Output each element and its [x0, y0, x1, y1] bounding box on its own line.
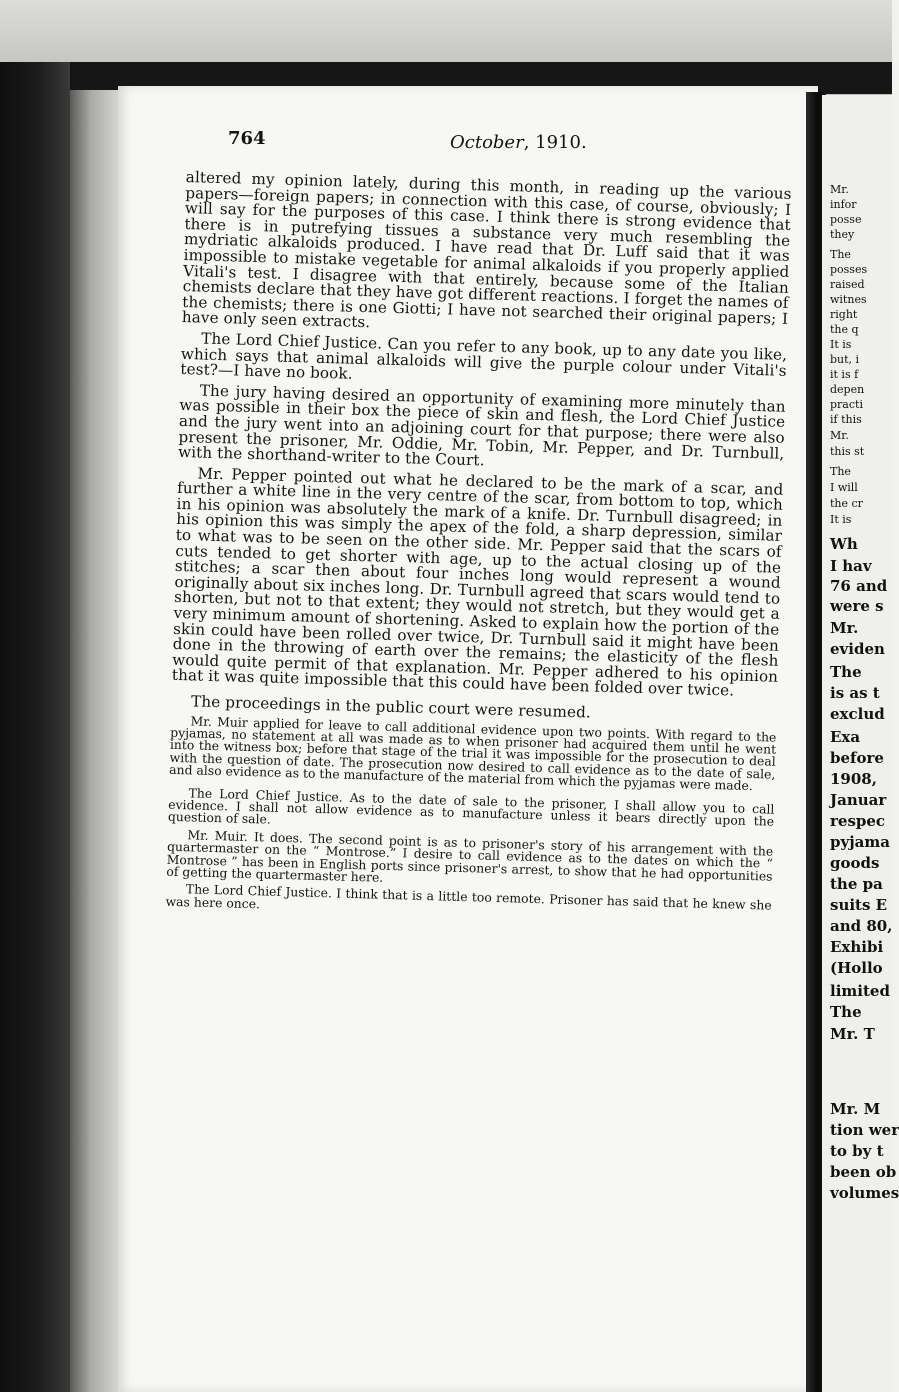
paragraph-muir-application: Mr. Muir applied for leave to call additional evidence upon two points. With regard to the pyjamas, no statement at all was made as to when prisoner had acquired them until he went into the witness box; before that stage of the trial it was impossible for the prosecution to deal with the question of date. The prosecution now desired to call evidence as to the date of sale, and also evidence as to the manufacture of the material from which the pyjamas were made. — [169, 712, 777, 794]
facing-page-fragment: 76 and — [830, 577, 888, 595]
facing-page-fragment: tion wer — [830, 1121, 899, 1139]
facing-page-fragment: practi — [830, 398, 863, 411]
page-body — [165, 170, 791, 925]
facing-page-fragment: posses — [830, 263, 868, 276]
running-head — [450, 132, 587, 153]
facing-page-fragment: it is f — [830, 368, 859, 381]
facing-page-fragment: limited — [830, 982, 890, 1000]
facing-page-fragment: eviden — [830, 640, 885, 658]
facing-page-fragment: this st — [830, 445, 865, 458]
paragraph-jury-examination: The jury having desired an opportunity of examining more minutely than was possible in their box the piece of skin and flesh, the Lord Chief Justice and the jury went into an adjoining court for that purpose; there were also present the prisoner, Mr. Oddie, Mr. Tobin, Mr. Pepper, and Dr. Turnbull, with the shorthand-writer to the Court. — [177, 381, 786, 470]
page-stack-shadow — [70, 90, 122, 1392]
facing-page-fragment: (Hollo — [830, 959, 883, 977]
facing-page-fragment: to by t — [830, 1142, 884, 1160]
book-binding-left — [0, 62, 70, 1392]
facing-page-fragment: goods — [830, 854, 880, 872]
running-head-year: , 1910. — [523, 132, 587, 153]
facing-page-fragment: pyjama — [830, 833, 890, 851]
facing-page-fragment: Exhibi — [830, 938, 884, 956]
facing-page-fragment: The — [830, 248, 851, 261]
facing-page-fragment: before — [830, 749, 884, 767]
paragraph-opinion: altered my opinion lately, during this month, in reading up the various papers—foreign papers; in connection with this case, of course, obviously; I will say for the purposes of this case. I think there is strong evidence that there is in putrefying tissues a substance very much resembling the mydriatic alkaloids produced. I have read that Dr. Luff said that it was impossible to mistake vegetable for animal alkaloids if you properly applied Vitali's test. I disagree with that entirely, because some of the Italian chemists declare that they have got different reactions. I forget the names of the chemists; there is one Giotti; I have not searched their original papers; I have only seen extracts. — [181, 168, 792, 332]
running-head-month: October — [450, 132, 524, 153]
facing-page-fragment: Exa — [830, 728, 861, 746]
facing-page-fragment: the q — [830, 323, 859, 336]
facing-page — [822, 95, 899, 1392]
paragraph-lcj-ruling: The Lord Chief Justice. As to the date of sale to the prisoner, I shall allow you to call evidence. I shall not allow evidence as to manufacture unless it bears directly upon the question of sale. — [167, 784, 775, 829]
facing-page-fragment: if this — [830, 413, 862, 426]
facing-page-fragment: infor — [830, 198, 857, 211]
facing-page-fragment: Januar — [830, 791, 887, 809]
facing-page-fragment: The — [830, 663, 862, 681]
facing-page-fragment: I will — [830, 481, 858, 494]
facing-page-fragment: Mr. M — [830, 1100, 881, 1118]
facing-page-fragment: I hav — [830, 557, 872, 575]
facing-page-fragment: exclud — [830, 705, 885, 723]
facing-page-fragment: is as t — [830, 684, 880, 702]
facing-page-fragment: depen — [830, 383, 865, 396]
facing-page-fragment: right — [830, 308, 858, 321]
facing-page-fragment: 1908, — [830, 770, 877, 788]
facing-page-fragment: It is — [830, 338, 852, 351]
facing-page-fragment: Mr. — [830, 429, 849, 442]
facing-page-fragment: posse — [830, 213, 862, 226]
facing-page-fragment: they — [830, 228, 855, 241]
facing-page-fragment: The — [830, 1003, 862, 1021]
facing-page-fragment: were s — [830, 597, 884, 615]
facing-page-fragment: Wh — [830, 535, 858, 553]
facing-page-fragment: the cr — [830, 497, 863, 510]
facing-page-fragment: the pa — [830, 875, 883, 893]
facing-page-fragment: Mr. — [830, 183, 849, 196]
facing-page-fragment: raised — [830, 278, 865, 291]
facing-page-fragment: volumes — [830, 1184, 899, 1202]
facing-page-fragment: It is — [830, 513, 852, 526]
paragraph-proceedings-resumed: The proceedings in the public court were resumed. — [190, 692, 592, 722]
paragraph-muir-montrose: Mr. Muir. It does. The second point is as to prisoner's story of his arrangement with the quartermaster on the “ Montrose.” I desire to call evidence as to the dates on which the “ Montrose ” has been in English ports since prisoner's arrest, to show that he had opportunities of getting the quartermaster here. — [166, 827, 774, 885]
facing-page-fragment: Mr. T — [830, 1025, 875, 1043]
page-header — [228, 128, 588, 156]
paragraph-lcj-remote: The Lord Chief Justice. I think that is a little too remote. Prisoner has said that he knew she was here once. — [165, 881, 772, 914]
paragraph-lcj-question: The Lord Chief Justice. Can you refer to any book, up to any date you like, which says that animal alkaloids will give the purple colour under Vitali's test?—I have no book. — [180, 329, 788, 383]
facing-page-fragment: Mr. — [830, 619, 859, 637]
paragraph-pepper-turnbull: Mr. Pepper pointed out what he declared to be the mark of a scar, and further a white line in the very centre of the scar, from bottom to top, which in his opinion was absolutely the mark of a knife. Dr. Turnbull disagreed; in his opinion this was simply the apex of the fold, a sharp depression, similar to what was to be seen on the other side. Mr. Pepper said that the scars of cuts tended to get shorter with age, up to the actual closing up of the stitches; a scar then about four inches long would represent a wound originally about six inches long. Dr. Turnbull agreed that scars would tend to shorten, but not to that extent; they would not stretch, but they would get a very minimum amount of shortening. Asked to explain how the portion of the skin could have been rolled over twice, Dr. Turnbull said it might have been done in the throwing of earth over the remains; the elasticity of the flesh would quite permit of that explanation. Mr. Pepper adhered to his opinion that it was quite impossible that this could have been folded over twice. — [171, 464, 784, 700]
page-number: 764 — [228, 128, 266, 149]
facing-page-fragment: been ob — [830, 1163, 897, 1181]
facing-page-fragment: suits E — [830, 896, 888, 914]
facing-page-fragment: and 80, — [830, 917, 893, 935]
facing-page-fragment: witnes — [830, 293, 867, 306]
facing-page-fragment: but, i — [830, 353, 860, 366]
facing-page-fragment: respec — [830, 812, 886, 830]
facing-page-fragment: The — [830, 465, 851, 478]
